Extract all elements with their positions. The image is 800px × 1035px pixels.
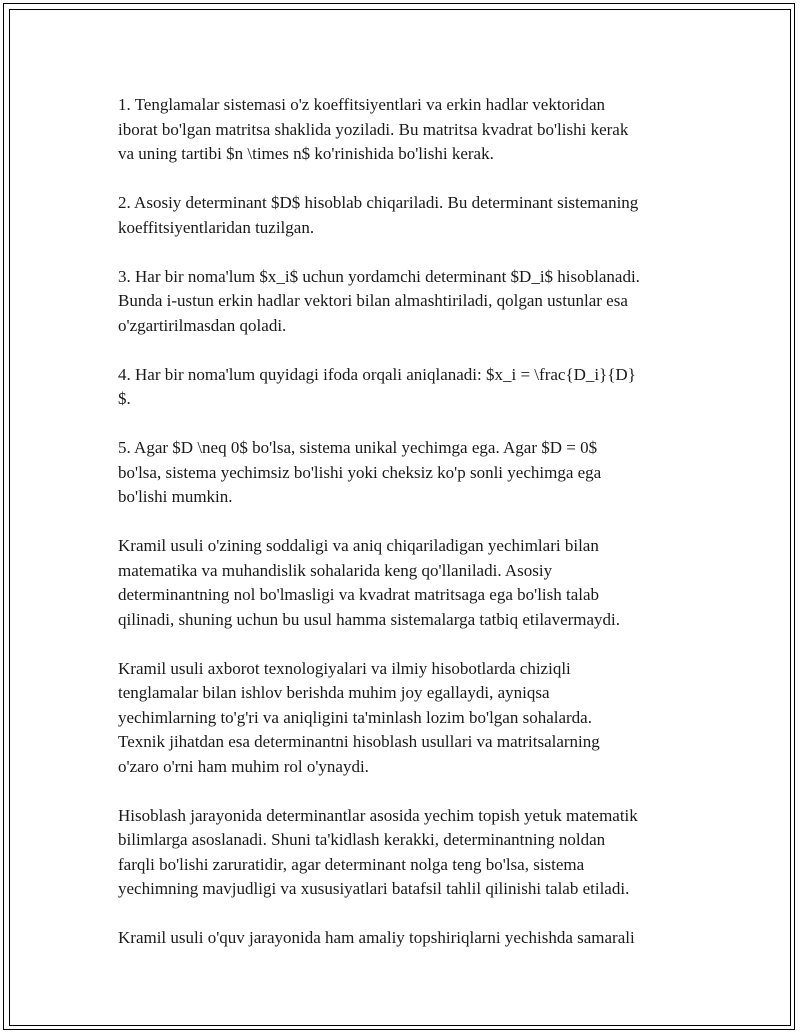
document-body bbox=[118, 93, 693, 975]
step-2-paragraph: 2. Asosiy determinant $D$ hisoblab chiqariladi. Bu determinant sistemaning koeffitsiyentlaridan tuzilgan. bbox=[118, 193, 639, 237]
body-paragraph: Kramil usuli axborot texnologiyalari va ilmiy hisobotlarda chiziqli tenglamalar bilan ishlov berishda muhim joy egallaydi, ayniqsa yechimlarning to'g'ri va aniqligini ta'minlash lozim bo'lgan sohalarda. Texnik jihatdan esa determinantni hisoblash usullari va matritsalarning o'zaro o'rni ham muhim rol o'ynaydi. bbox=[118, 658, 600, 776]
step-1-paragraph: 1. Tenglamalar sistemasi o'z koeffitsiyentlari va erkin hadlar vektoridan iborat bo'lgan matritsa shaklida yoziladi. Bu matritsa kvadrat bo'lishi kerak va uning tartibi $n \times n$ ko'rinishida bo'lishi kerak. bbox=[118, 95, 629, 163]
body-paragraph: Kramil usuli o'zining soddaligi va aniq chiqariladigan yechimlari bilan matematika va muhandislik sohalarida keng qo'llaniladi. Asosiy determinantning nol bo'lmasligi va kvadrat matritsaga ega bo'lish talab qilinadi, shuning uchun bu usul hamma sistemalarga tatbiq etilavermaydi. bbox=[118, 536, 621, 629]
step-5-paragraph: 5. Agar $D \neq 0$ bo'lsa, sistema unikal yechimga ega. Agar $D = 0$ bo'lsa, sistema yechimsiz bo'lishi yoki cheksiz ko'p sonli yechimga ega bo'lishi mumkin. bbox=[118, 438, 602, 506]
body-paragraph: Hisoblash jarayonida determinantlar asosida yechim topish yetuk matematik bilimlarga asoslanadi. Shuni ta'kidlash kerakki, determinantning noldan farqli bo'lishi zaruratidir, agar determinant nolga teng bo'lsa, sistema yechimning mavjudligi va xususiyatlari batafsil tahlil qilinishi talab etiladi. bbox=[118, 805, 638, 898]
step-3-paragraph: 3. Har bir noma'lum $x_i$ uchun yordamchi determinant $D_i$ hisoblanadi. Bunda i-ustun erkin hadlar vektori bilan almashtiriladi, qolgan ustunlar esa o'zgartirilmasdan qoladi. bbox=[118, 266, 640, 335]
body-paragraph-truncated: Kramil usuli o'quv jarayonida ham amaliy topshiriqlarni yechishda samarali bbox=[118, 928, 635, 947]
step-4-paragraph: 4. Har bir noma'lum quyidagi ifoda orqali aniqlanadi: $x_i = \frac{D_i}{D} $. bbox=[118, 364, 636, 408]
